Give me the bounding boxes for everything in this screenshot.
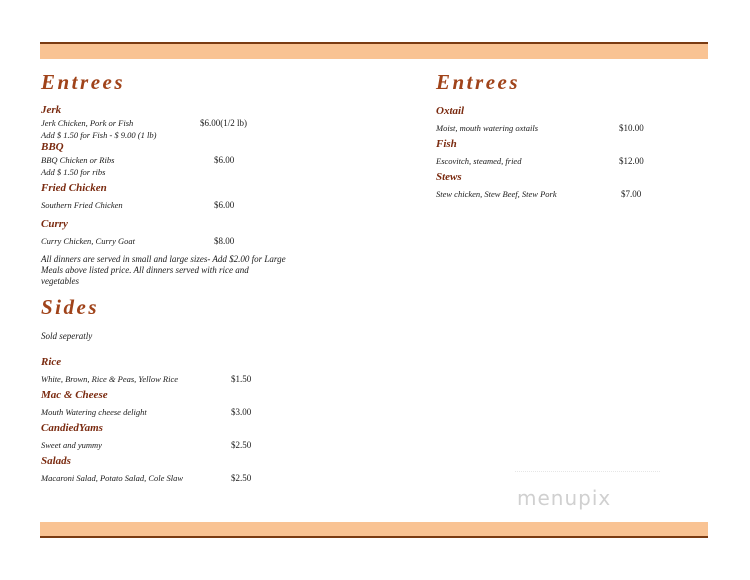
- category-bbq: BBQ: [41, 141, 64, 153]
- menu-item-note: [41, 166, 341, 178]
- item-price: $2.50: [231, 473, 252, 483]
- menu-item-jerk: [41, 117, 341, 129]
- item-description: Moist, mouth watering oxtails: [436, 123, 538, 133]
- menu-item-oxtail: [436, 122, 696, 134]
- item-price: $6.00: [214, 200, 235, 210]
- item-price: $10.00: [619, 123, 644, 133]
- item-price: $8.00: [214, 236, 235, 246]
- item-description: Macaroni Salad, Potato Salad, Cole Slaw: [41, 473, 184, 483]
- menu-item-stews: [436, 188, 696, 200]
- right-entrees-section: [436, 66, 696, 200]
- menu-item-salads: [41, 472, 341, 484]
- category-rice: Rice: [41, 356, 62, 368]
- item-description: Sweet and yummy: [41, 440, 102, 450]
- bottom-decorative-band: [40, 522, 708, 538]
- menu-item-fried-chicken: [41, 199, 341, 211]
- category-mac-cheese: Mac & Cheese: [41, 389, 108, 401]
- watermark-divider: [515, 471, 660, 472]
- category-fried-chicken: Fried Chicken: [41, 182, 107, 194]
- category-oxtail: Oxtail: [436, 105, 465, 117]
- section-title-entrees: Entrees: [41, 70, 126, 94]
- category-stews: Stews: [436, 171, 462, 183]
- menu-item-curry: [41, 235, 341, 247]
- item-description: Add $ 1.50 for Fish - $ 9.00 (1 lb): [41, 130, 157, 140]
- section-title-entrees-right: Entrees: [436, 70, 521, 94]
- item-price: $3.00: [231, 407, 252, 417]
- menupix-watermark-logo: menupix: [517, 486, 612, 510]
- item-description: BBQ Chicken or Ribs: [41, 155, 115, 165]
- menu-item-fish: [436, 155, 696, 167]
- item-description: Southern Fried Chicken: [41, 200, 123, 210]
- item-price: $7.00: [621, 189, 642, 199]
- menu-item-bbq: [41, 154, 341, 166]
- menu-item-note: [41, 129, 341, 141]
- item-description: Jerk Chicken, Pork or Fish: [41, 118, 134, 128]
- item-description: Escovitch, steamed, fried: [436, 156, 522, 166]
- item-description: Add $ 1.50 for ribs: [41, 167, 106, 177]
- category-salads: Salads: [41, 455, 71, 467]
- category-curry: Curry: [41, 218, 68, 230]
- menu-item-mac-cheese: [41, 406, 341, 418]
- menu-item-candied-yams: [41, 439, 341, 451]
- sides-subtitle: Sold seperatly: [41, 331, 93, 341]
- item-description: Curry Chicken, Curry Goat: [41, 236, 135, 246]
- category-fish: Fish: [436, 138, 457, 150]
- item-price: $12.00: [619, 156, 644, 166]
- item-price: $2.50: [231, 440, 252, 450]
- left-entrees-section: [41, 66, 341, 287]
- item-price: $1.50: [231, 374, 252, 384]
- sides-section: [41, 291, 341, 484]
- category-jerk: Jerk: [41, 104, 62, 116]
- item-description: White, Brown, Rice & Peas, Yellow Rice: [41, 374, 179, 384]
- dinner-size-note: All dinners are served in small and large sizes- Add $2.00 for Large Meals above listed price. All dinners served with rice and vegetables: [41, 254, 286, 286]
- section-title-sides: Sides: [41, 295, 100, 319]
- item-description: Stew chicken, Stew Beef, Stew Pork: [436, 189, 557, 199]
- item-description: Mouth Watering cheese delight: [41, 407, 147, 417]
- item-price: $6.00(1/2 lb): [200, 118, 247, 128]
- item-price: $6.00: [214, 155, 235, 165]
- top-decorative-band: [40, 42, 708, 59]
- menu-item-rice: [41, 373, 341, 385]
- category-candied-yams: CandiedYams: [41, 422, 103, 434]
